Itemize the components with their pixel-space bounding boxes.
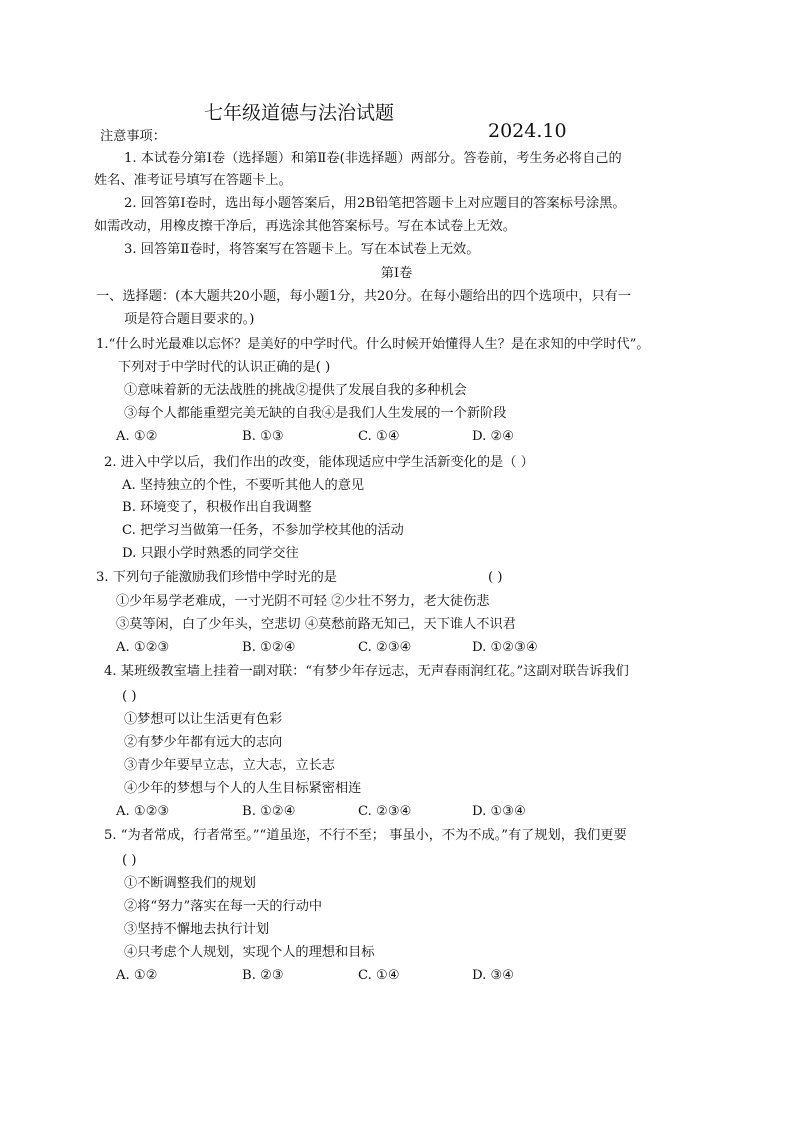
question-4-stem-line-1: 4. 某班级教室墙上挂着一副对联：“有梦少年存远志，无声春雨润红花。”这副对联告诉我们 <box>104 664 629 679</box>
question-1-option-d: D. ②④ <box>472 429 515 444</box>
question-5-answer-paren: ( ) <box>122 853 137 868</box>
question-1-option-a: A. ①② <box>116 429 158 444</box>
exam-title: 七年级道德与法治试题 <box>204 102 395 124</box>
question-4-statement-line: ②有梦少年都有远大的志向 <box>124 735 283 750</box>
question-3-stem: 3. 下列句子能激励我们珍惜中学时光的是 <box>96 570 337 585</box>
question-1-option-b: B. ①③ <box>242 429 284 444</box>
question-5-option-c: C. ①④ <box>358 968 400 983</box>
part-heading-line-1: 一、选择题：(本大题共20小题，每小题1分，共20分。在每小题给出的四个选项中，只有一 <box>96 289 632 304</box>
question-1-statement-line: ③每个人都能重塑完美无缺的自我④是我们人生发展的一个新阶段 <box>124 406 507 421</box>
question-2-stem: 2. 进入中学以后，我们作出的改变，能体现适应中学生活新变化的是（ ） <box>104 455 534 470</box>
question-3-statement-line: ③莫等闲，白了少年头，空悲切 ④莫愁前路无知己，天下谁人不识君 <box>116 617 516 632</box>
question-4-statement-line: ④少年的梦想与个人的人生目标紧密相连 <box>124 781 362 796</box>
notice-item-1-line-1: 1. 本试卷分第Ⅰ卷（选择题）和第Ⅱ卷(非选择题）两部分。答卷前，考生务必将自己的 <box>124 151 622 166</box>
question-2-option-line: C. 把学习当做第一任务，不参加学校其他的活动 <box>122 523 404 538</box>
notice-heading: 注意事项： <box>100 129 166 144</box>
notice-item-1-line-2: 姓名、准考证号填写在答题卡上。 <box>94 173 292 188</box>
question-1-option-c: C. ①④ <box>358 429 400 444</box>
notice-item-2-line-1: 2. 回答第Ⅰ卷时，选出每小题答案后，用2B铅笔把答题卡上对应题目的答案标号涂黑。 <box>124 196 626 211</box>
question-1-stem-line-2: 下列对于中学时代的认识正确的是( ) <box>118 360 331 375</box>
question-2-option-line: B. 环境变了，积极作出自我调整 <box>122 500 312 515</box>
question-4-option-b: B. ①②④ <box>242 804 296 819</box>
question-4-option-a: A. ①②③ <box>116 804 170 819</box>
notice-item-3: 3. 回答第Ⅱ卷时，将答案写在答题卡上。写在本试卷上无效。 <box>124 242 480 257</box>
question-1-statement-line: ①意味着新的无法战胜的挑战②提供了发展自我的多种机会 <box>124 383 467 398</box>
question-3-option-a: A. ①②③ <box>116 640 170 655</box>
part-heading-line-2: 项是符合题目要求的。) <box>124 312 255 327</box>
question-5-stem-line-1: 5. “为者常成，行者常至。”“道虽迩，不行不至； 事虽小，不为不成。”有了规划，我们更要 <box>104 828 627 843</box>
question-4-option-d: D. ①③④ <box>472 804 526 819</box>
volume-heading: 第Ⅰ卷 <box>380 266 413 281</box>
question-3-answer-paren: ( ) <box>488 570 503 585</box>
question-4-statement-line: ③青少年要早立志，立大志，立长志 <box>124 758 335 773</box>
question-5-statement-line: ③坚持不懈地去执行计划 <box>124 922 270 937</box>
question-3-statement-line: ①少年易学老难成，一寸光阴不可轻 ②少壮不努力，老大徒伤悲 <box>116 594 490 609</box>
question-5-option-d: D. ③④ <box>472 968 515 983</box>
question-3-option-b: B. ①②④ <box>242 640 296 655</box>
question-5-statement-line: ④只考虑个人规划，实现个人的理想和目标 <box>124 945 375 960</box>
question-5-option-b: B. ②③ <box>242 968 284 983</box>
question-4-statement-line: ①梦想可以让生活更有色彩 <box>124 712 283 727</box>
notice-item-2-line-2: 如需改动，用橡皮擦干净后，再选涂其他答案标号。写在本试卷上无效。 <box>94 219 516 234</box>
question-3-option-d: D. ①②③④ <box>472 640 538 655</box>
question-5-option-a: A. ①② <box>116 968 158 983</box>
question-2-option-line: A. 坚持独立的个性，不要听其他人的意见 <box>122 478 365 493</box>
exam-date: 2024.10 <box>488 120 567 142</box>
question-4-option-c: C. ②③④ <box>358 804 412 819</box>
question-1-stem-line-1: 1.“什么时光最难以忘怀？是美好的中学时代。什么时候开始懂得人生？是在求知的中学时代”。 <box>96 337 650 352</box>
question-5-statement-line: ②将“努力”落实在每一天的行动中 <box>124 899 323 914</box>
question-2-option-line: D. 只跟小学时熟悉的同学交往 <box>122 546 299 561</box>
question-3-option-c: C. ②③④ <box>358 640 412 655</box>
question-4-answer-paren: ( ) <box>122 689 137 704</box>
question-5-statement-line: ①不断调整我们的规划 <box>124 876 256 891</box>
